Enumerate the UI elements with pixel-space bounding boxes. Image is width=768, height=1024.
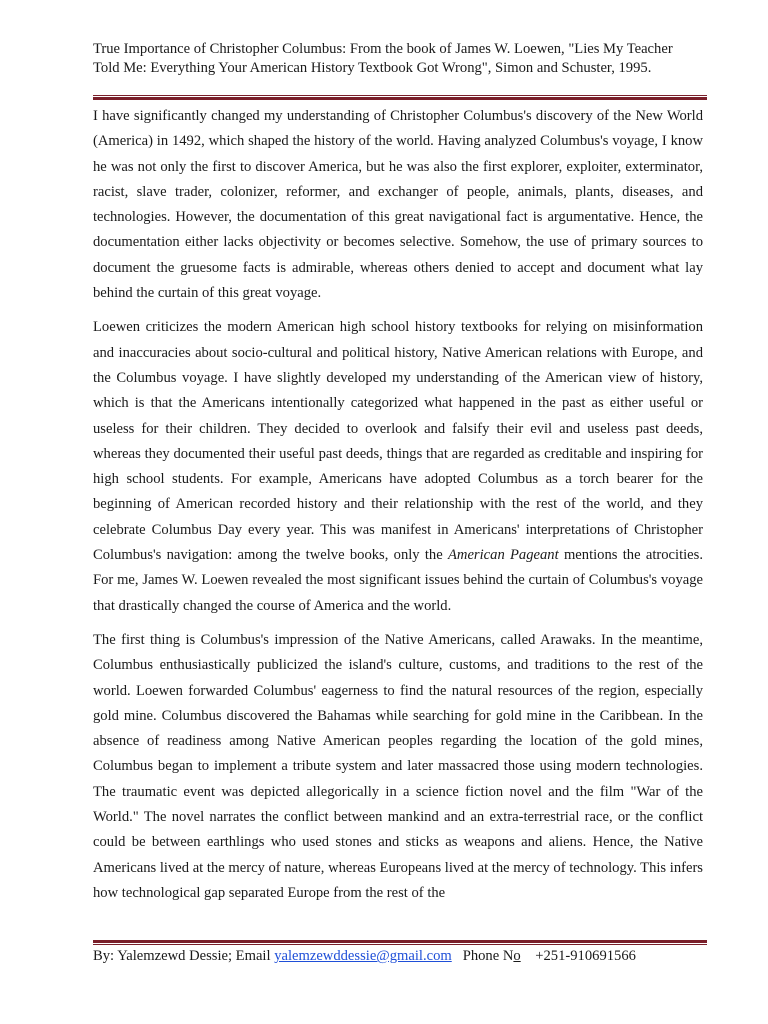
document-header [93,40,683,78]
paragraph-2-text-end: mentions the atrocities. For me, James W. Loewen revealed the most significant issues behind the curtain of Columbus's voyage that drastically changed the course of America and the world. [93,547,703,614]
paragraph-2 [93,315,703,619]
footer-phone-label: Phone No [462,948,521,964]
footer-email-link[interactable]: yalemzewddessie@gmail.com [274,948,452,964]
book-title-american-pageant: American Pageant [448,547,559,564]
header-title: True Importance of Christopher Columbus: From the book of James W. Loewen, "Lies My Teacher Told Me: Everything Your American History Textbook Got Wrong", Simon and Schuster, 1995. [93,41,673,76]
paragraph-2-text-start: Loewen criticizes the modern American high school history textbooks for relying on misinformation and inaccuracies about socio-cultural and political history, Native American relations with Europe, and the Columbus voyage. I have slightly developed my understanding of the American view of history, which is that the Americans intentionally categorized what happened in the past as either useful or useless for their children. They decided to overlook and falsify their evil and useless past deeds, whereas they documented their useful past deeds, things that are regarded as creditable and inspiring for high school students. For example, Americans have adopted Columbus as a torch bearer for the beginning of American recorded history and their relationship with the rest of the world, and they celebrate Columbus Day every year. This was manifest in Americans' interpretations of Christopher Columbus's navigation: among the twelve books, only the [93,319,703,564]
document-body [93,104,703,915]
document-footer [93,946,707,966]
header-divider [93,95,707,101]
footer-phone-number: +251-910691566 [535,948,636,964]
footer-author: By: Yalemzewd Dessie; Email [93,948,275,964]
paragraph-3: The first thing is Columbus's impression of the Native Americans, called Arawaks. In the meantime, Columbus enthusiastically publicized the island's culture, customs, and traditions to the rest of the world. Loewen forwarded Columbus' eagerness to find the natural resources of the region, especially gold mine. Columbus discovered the Bahamas while searching for gold mine in the Caribbean. In the absence of readiness among Native American peoples regarding the location of the gold mines, Columbus began to implement a tribute system and later massacred those using modern technologies. The traumatic event was depicted allegorically in a science fiction novel and the film "War of the World." The novel narrates the conflict between mankind and an extra-terrestrial race, or the conflict could be between earthlings who used stones and sticks as weapons and aliens. Hence, the Native Americans lived at the mercy of nature, whereas Europeans lived at the mercy of technology. This infers how technological gap separated Europe from the rest of the [93,631,703,901]
paragraph-1: I have significantly changed my understanding of Christopher Columbus's discovery of the New World (America) in 1492, which shaped the history of the world. Having analyzed Columbus's voyage, I know he was not only the first to discover America, but he was also the first explorer, exploiter, exterminator, racist, slave trader, colonizer, reformer, and exchanger of people, animals, plants, diseases, and technologies. However, the documentation of this great navigational fact is argumentative. Hence, the documentation either lacks objectivity or becomes selective. Somehow, the use of primary sources to document the gruesome facts is admirable, whereas others denied to accept and document what lay behind the curtain of this great voyage. [93,108,703,302]
